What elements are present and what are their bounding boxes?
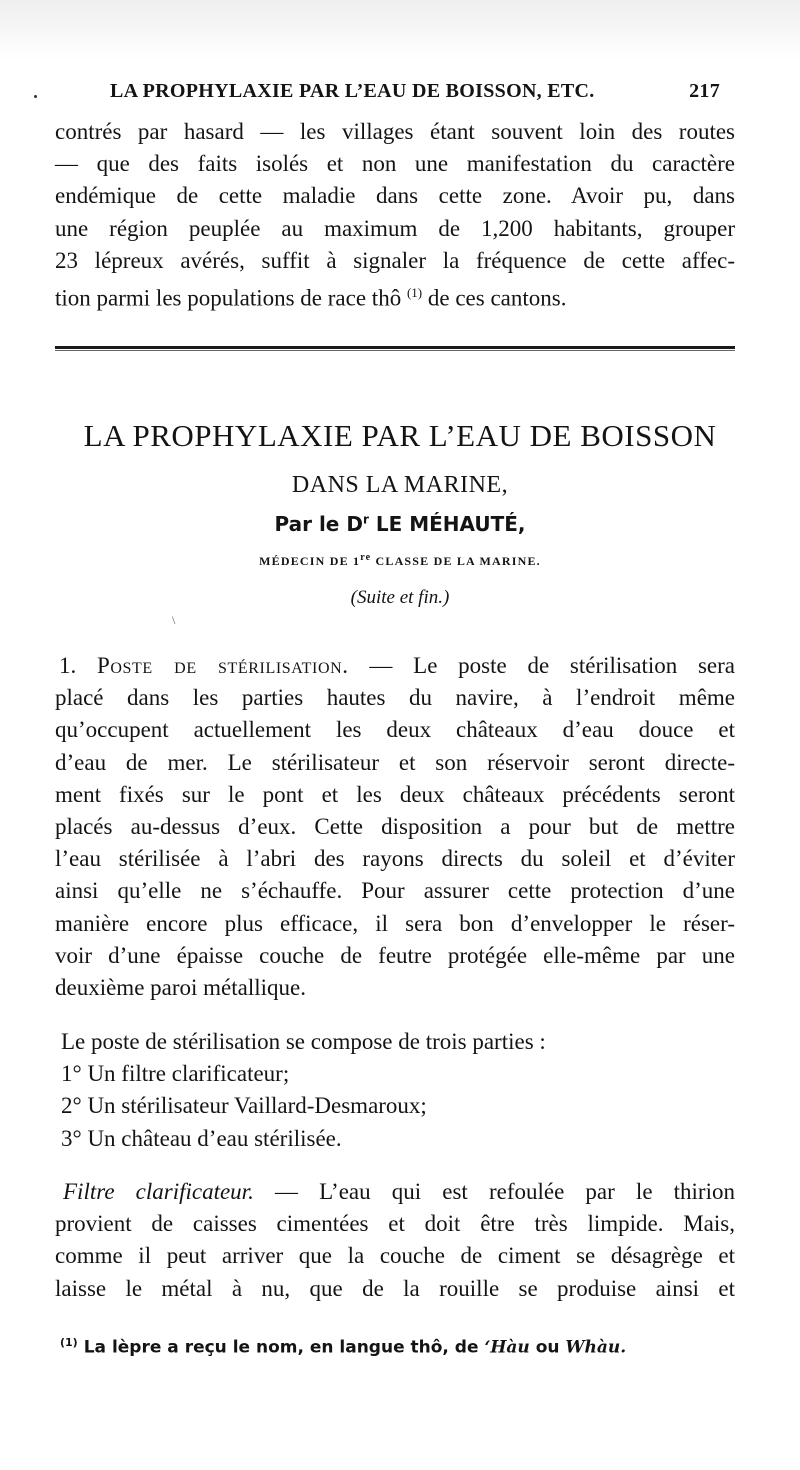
section-heading: Poste de stérilisation. bbox=[97, 653, 349, 678]
text-fragment: tion parmi les populations de race thô bbox=[55, 285, 402, 311]
continuation-note: (Suite et fin.) bbox=[350, 587, 450, 608]
text-line: endémique de cette maladie dans cette zone. Avoir pu, dans bbox=[55, 183, 735, 209]
text-line: qu’occupent actuellement les deux châteaux d’eau douce et bbox=[55, 717, 735, 743]
list-item: 1° Un filtre clarificateur; bbox=[61, 1061, 290, 1087]
article-subtitle: DANS LA MARINE, bbox=[291, 472, 509, 498]
filtre-paragraph bbox=[55, 1176, 735, 1305]
footnote-mark: (1) bbox=[60, 1336, 78, 1349]
text-line: ment fixés sur le pont et les deux châteaux précédents seront bbox=[55, 781, 735, 807]
subsection-heading: Filtre clarificateur. bbox=[63, 1179, 254, 1204]
text-fragment: — Le poste de stérilisation sera bbox=[348, 653, 736, 678]
footnote bbox=[60, 1336, 740, 1358]
text-line: laisse le métal à nu, que de la rouille se produise ainsi et bbox=[55, 1275, 735, 1301]
author-rank bbox=[0, 552, 800, 569]
text-line: voir d’une épaisse couche de feutre protégée elle-même par une bbox=[55, 942, 735, 968]
text-line: d’eau de mer. Le stérilisateur et son réservoir seront directe- bbox=[55, 749, 735, 775]
article-title: LA PROPHYLAXIE PAR L’EAU DE BOISSON bbox=[83, 418, 717, 453]
continuation-paragraph bbox=[55, 116, 735, 315]
rank-text: MÉDECIN DE 1 bbox=[259, 554, 361, 568]
section-number: 1. bbox=[59, 653, 98, 678]
author-title-sup: r bbox=[362, 512, 369, 527]
footnote-term: Whàu. bbox=[565, 1337, 627, 1358]
author-prefix: Par le D bbox=[274, 512, 363, 536]
scan-edge-shading bbox=[0, 0, 800, 60]
text-fragment: de ces cantons. bbox=[422, 285, 567, 311]
margin-speck bbox=[34, 95, 37, 98]
footnote-text: ou bbox=[529, 1337, 566, 1358]
text-line: — que des faits isolés et non une manifestation du caractère bbox=[55, 151, 735, 177]
list-intro: Le poste de stérilisation se compose de trois parties : bbox=[61, 1029, 546, 1054]
list-item: 2° Un stérilisateur Vaillard-Desmaroux; bbox=[61, 1093, 427, 1119]
text-line: placé dans les parties hautes du navire, à l’endroit même bbox=[55, 685, 735, 711]
text-line bbox=[55, 1176, 735, 1208]
article-author bbox=[0, 512, 800, 536]
text-line: 23 lépreux avérés, suffit à signaler la fréquence de cette affec- bbox=[55, 247, 735, 273]
page-number: 217 bbox=[689, 80, 720, 102]
running-title: LA PROPHYLAXIE PAR L’EAU DE BOISSON, ETC. bbox=[110, 80, 595, 102]
text-line: provient de caisses cimentées et doit être très limpide. Mais, bbox=[55, 1211, 735, 1237]
footnote-term: ʻHàu bbox=[484, 1337, 530, 1358]
text-line: comme il peut arriver que la couche de ciment se désagrège et bbox=[55, 1243, 735, 1269]
author-name: LE MÉHAUTÉ, bbox=[368, 512, 526, 536]
section-divider-rule-thin bbox=[55, 350, 735, 351]
list-item: 3° Un château d’eau stérilisée. bbox=[61, 1125, 342, 1151]
text-line-last bbox=[55, 277, 735, 315]
text-line bbox=[55, 650, 735, 682]
text-line: l’eau stérilisée à l’abri des rayons directs du soleil et d’éviter bbox=[55, 846, 735, 872]
section-divider-rule bbox=[55, 346, 735, 349]
text-line: une région peuplée au maximum de 1,200 habitants, grouper bbox=[55, 215, 735, 241]
rank-text: CLASSE DE LA MARINE. bbox=[371, 554, 541, 568]
text-line: ainsi qu’elle ne s’échauffe. Pour assurer cette protection d’une bbox=[55, 878, 735, 904]
text-line: deuxième paroi métallique. bbox=[55, 975, 306, 1001]
text-fragment: — L’eau qui est refoulée par le thirion bbox=[253, 1179, 735, 1204]
footnote-text: La lèpre a reçu le nom, en langue thô, de bbox=[83, 1337, 485, 1358]
footnote-reference: (1) bbox=[406, 285, 423, 301]
section-1-paragraph bbox=[55, 650, 735, 1004]
scan-mark: \ bbox=[172, 613, 176, 627]
composition-list bbox=[55, 1026, 735, 1155]
rank-sup: re bbox=[360, 552, 372, 563]
text-line: placés au-dessus d’eux. Cette disposition a pour but de mettre bbox=[55, 814, 735, 840]
text-line: manière encore plus efficace, il sera bon d’envelopper le réser- bbox=[55, 910, 735, 936]
text-line: contrés par hasard — les villages étant souvent loin des routes bbox=[55, 119, 735, 144]
